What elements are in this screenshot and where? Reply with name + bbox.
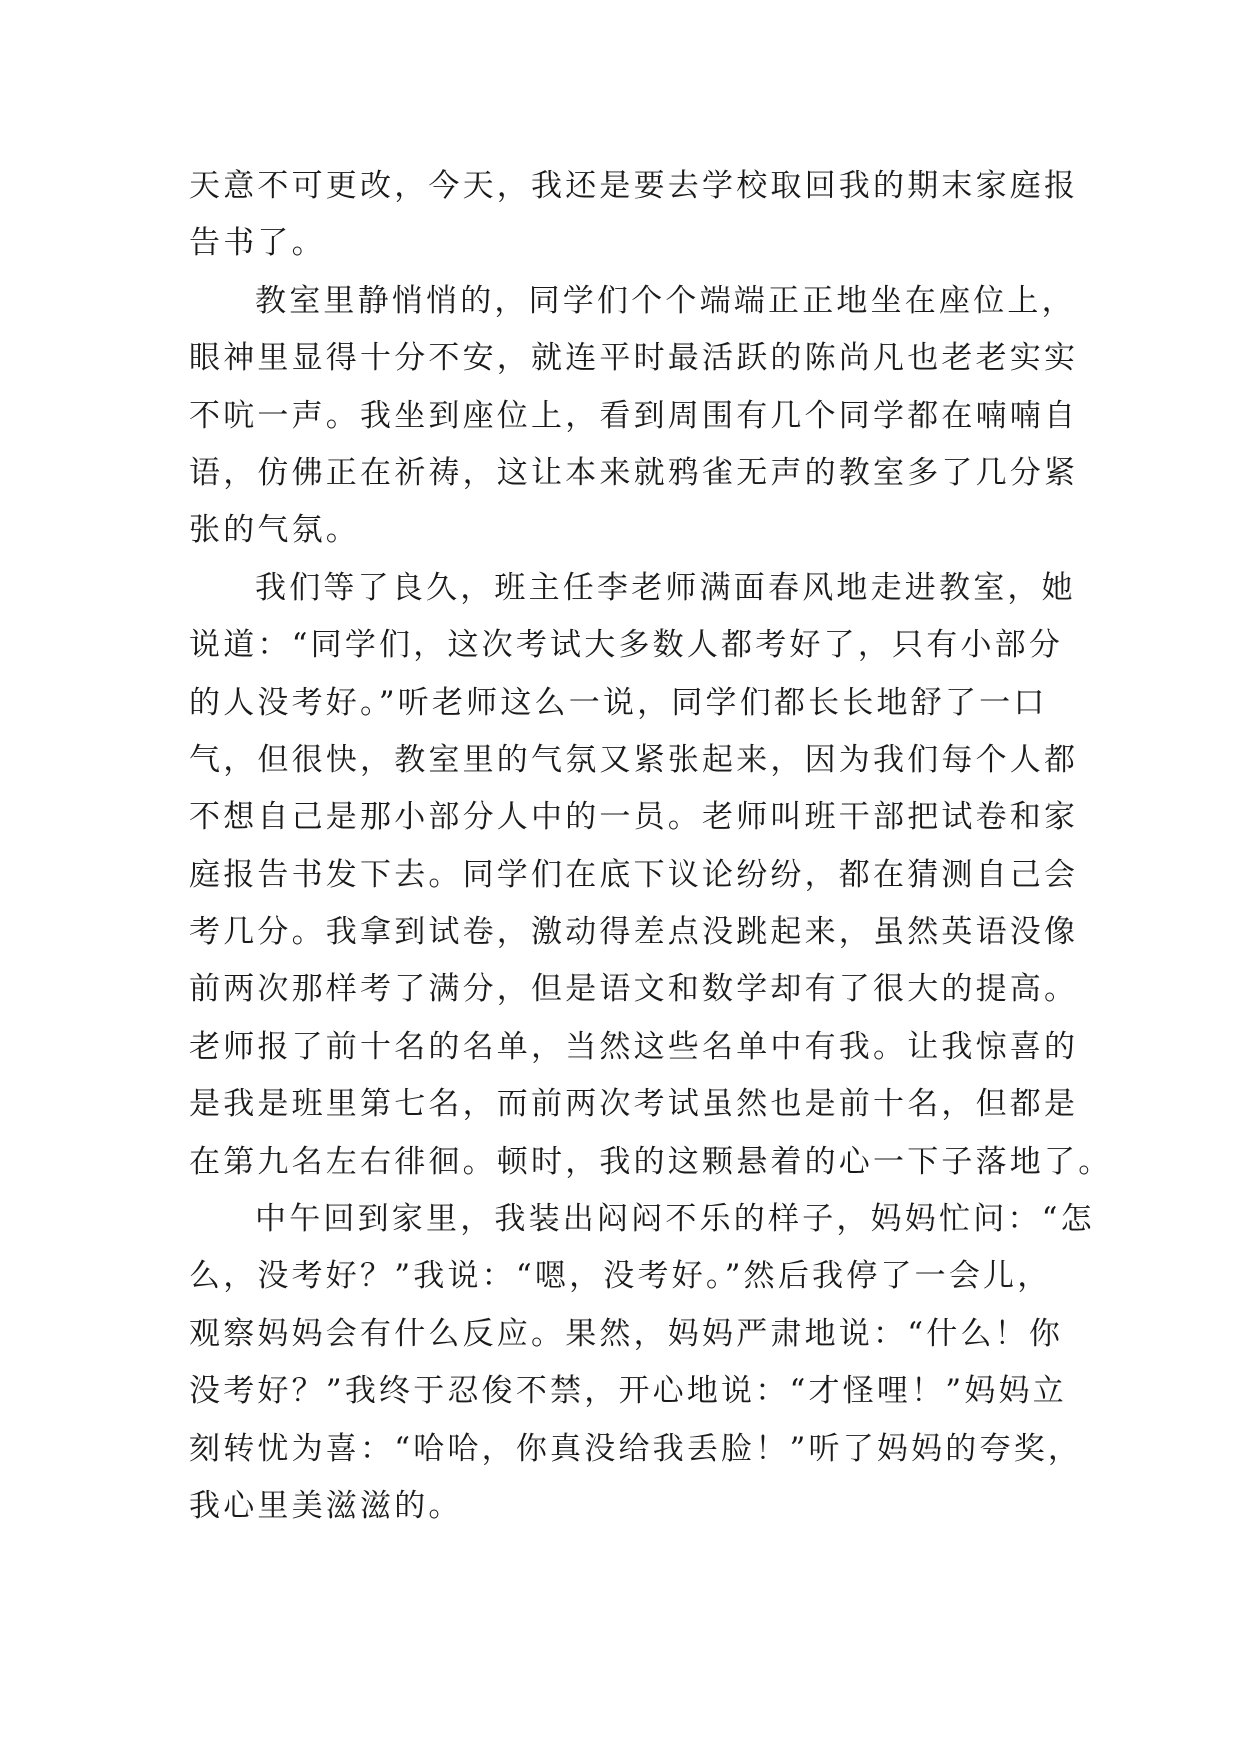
text-line: 教室里静悄悄的，同学们个个端端正正地坐在座位上， [255, 282, 1076, 319]
text-line: 语，仿佛正在祈祷，这让本来就鸦雀无声的教室多了几分紧 [189, 454, 1079, 491]
text-line: 我们等了良久，班主任李老师满面春风地走进教室，她 [255, 569, 1076, 606]
text-line: 不吭一声。我坐到座位上，看到周围有几个同学都在喃喃自 [189, 397, 1079, 434]
text-line: 在第九名左右徘徊。顿时，我的这颗悬着的心一下子落地了。 [189, 1143, 1113, 1180]
text-line: 刻转忧为喜：“哈哈，你真没给我丢脸！”听了妈妈的夸奖， [189, 1430, 1083, 1467]
text-line: 张的气氛。 [189, 512, 360, 549]
text-line: 天意不可更改，今天，我还是要去学校取回我的期末家庭报 [189, 168, 1079, 204]
text-line: 告书了。 [189, 225, 326, 262]
text-line: 么，没考好？”我说：“嗯，没考好。”然后我停了一会儿， [189, 1258, 1052, 1295]
text-line: 是我是班里第七名，而前两次考试虽然也是前十名，但都是 [189, 1086, 1079, 1123]
document-body [189, 158, 1113, 1535]
text-line: 观察妈妈会有什么反应。果然，妈妈严肃地说：“什么！你 [189, 1315, 1064, 1352]
text-line: 说道：“同学们，这次考试大多数人都考好了，只有小部分 [189, 627, 1064, 664]
text-line: 老师报了前十名的名单，当然这些名单中有我。让我惊喜的 [189, 1028, 1079, 1065]
text-line: 没考好？”我终于忍俊不禁，开心地说：“才怪哩！”妈妈立 [189, 1373, 1067, 1410]
text-line: 的人没考好。”听老师这么一说，同学们都长长地舒了一口 [189, 684, 1048, 721]
text-line: 不想自己是那小部分人中的一员。老师叫班干部把试卷和家 [189, 799, 1079, 836]
text-line: 前两次那样考了满分，但是语文和数学却有了很大的提高。 [189, 971, 1079, 1008]
text-line: 中午回到家里，我装出闷闷不乐的样子，妈妈忙问：“怎 [255, 1201, 1095, 1238]
text-line: 眼神里显得十分不安，就连平时最活跃的陈尚凡也老老实实 [189, 340, 1079, 377]
text-line: 考几分。我拿到试卷，激动得差点没跳起来，虽然英语没像 [189, 914, 1079, 951]
text-line: 庭报告书发下去。同学们在底下议论纷纷，都在猜测自己会 [189, 856, 1079, 893]
text-line: 气，但很快，教室里的气氛又紧张起来，因为我们每个人都 [189, 741, 1079, 778]
text-line: 我心里美滋滋的。 [189, 1487, 463, 1524]
